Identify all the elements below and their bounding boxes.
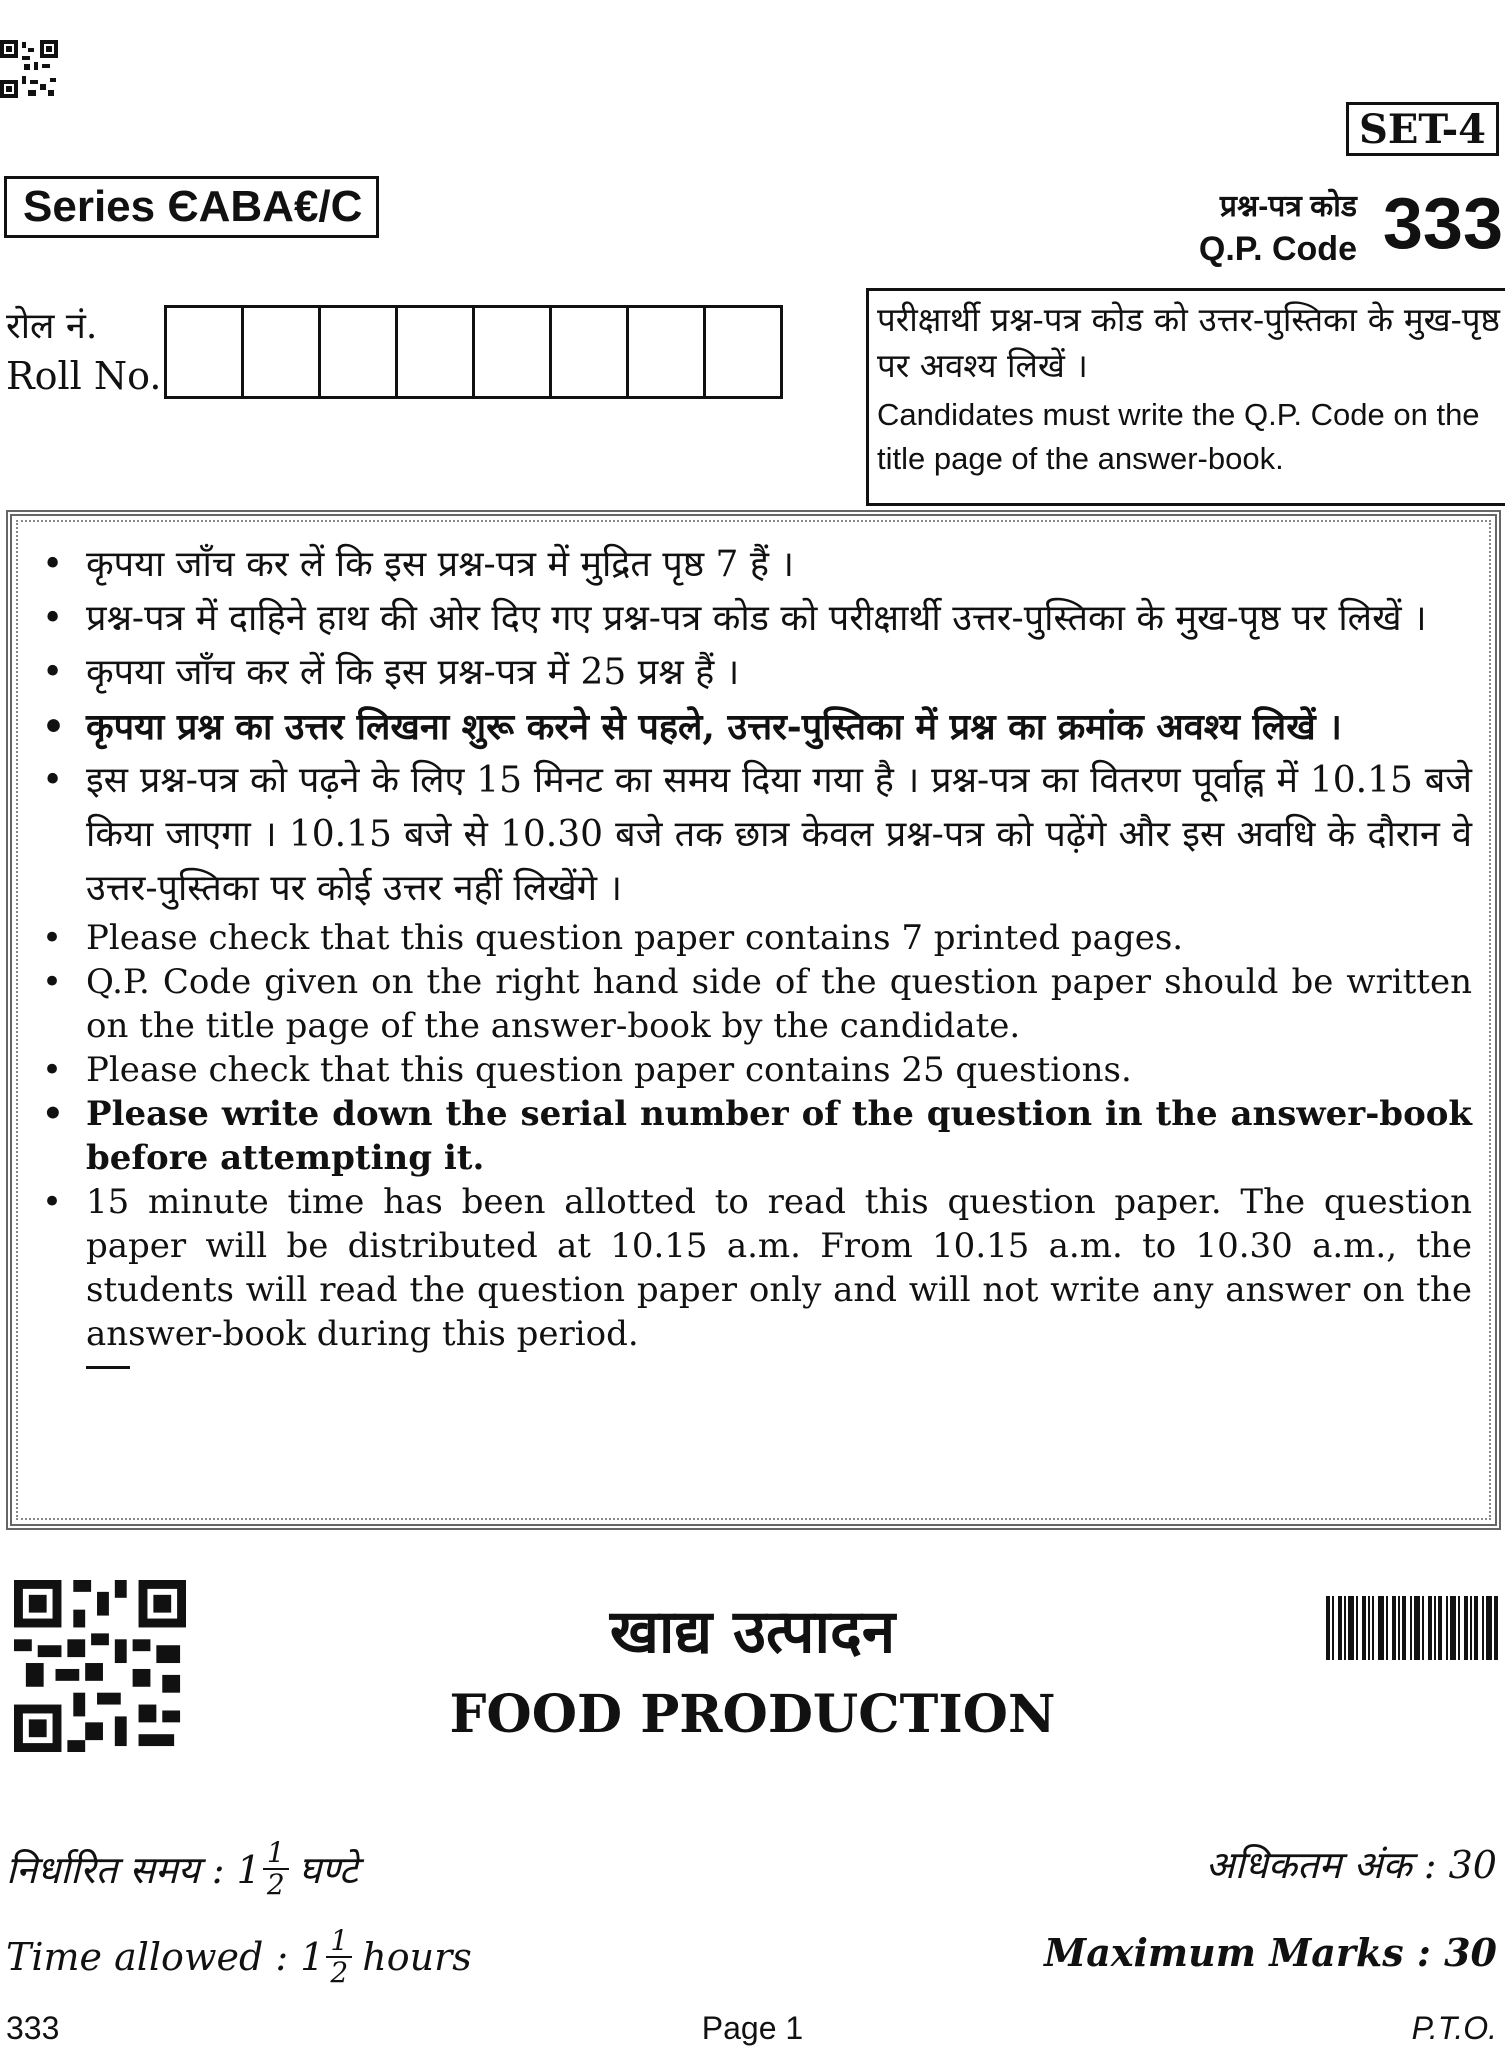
roll-number-label: Roll No. [6,354,162,398]
maximum-marks-hindi: अधिकतम अंक : 30 [1205,1843,1497,1887]
instruction-english-3: • Please check that this question paper contains 25 questions. [40,1048,1472,1092]
instructions-list [40,538,1472,1369]
fraction-denominator: 2 [266,1868,285,1901]
time-allowed-hindi-unit: घण्टे [298,1848,358,1892]
instructions-end-dash [86,1366,130,1369]
roll-number-box[interactable] [552,308,629,396]
instruction-english-5: • 15 minute time has been allotted to read this question paper. The question paper will be distributed at 10.15 a.m. From 10.15 a.m. to 10.30 a.m., the students will read the question paper only and will not write any answer on the answer-book during this period. [40,1180,1472,1356]
subject-title-hindi: खाद्य उत्पादन [609,1597,896,1667]
roll-number-box[interactable] [475,308,552,396]
time-allowed-hindi-label: निर्धारित समय : 1 [6,1848,261,1892]
roll-number-box[interactable] [706,308,780,396]
small-qr-code-icon [0,40,58,98]
roll-number-box[interactable] [321,308,398,396]
footer-code: 333 [6,2010,60,2046]
instruction-english-2: • Q.P. Code given on the right hand side of the question paper should be written on the title page of the answer-book by the candidate. [40,960,1472,1048]
qp-code-label: Q.P. Code [1198,230,1357,268]
time-allowed-hindi [6,1838,358,1900]
time-allowed [6,1926,472,1988]
half-fraction [263,1838,289,1900]
instruction-hindi-4: • कृपया प्रश्न का उत्तर लिखना शुरू करने से पहले, उत्तर-पुस्तिका में प्रश्न का क्रमांक अवश्य लिखें । [40,700,1472,754]
fraction-denominator: 2 [330,1956,349,1989]
footer-pto: P.T.O. [1411,2010,1497,2046]
time-allowed-label: Time allowed : 1 [6,1935,325,1979]
maximum-marks: Maximum Marks : 30 [1044,1930,1497,1975]
subject-title: FOOD PRODUCTION [449,1684,1056,1745]
roll-number-box[interactable] [398,308,475,396]
instruction-english-4: • Please write down the serial number of the question in the answer-book before attempting it. [40,1092,1472,1180]
instruction-hindi-2: • प्रश्न-पत्र में दाहिने हाथ की ओर दिए गए प्रश्न-पत्र कोड को परीक्षार्थी उत्तर-पुस्तिका के मुख-पृष्ठ पर लिखें । [40,592,1472,646]
instruction-english-1: • Please check that this question paper contains 7 printed pages. [40,916,1472,960]
roll-number-box[interactable] [244,308,321,396]
instruction-hindi-5: • इस प्रश्न-पत्र को पढ़ने के लिए 15 मिनट का समय दिया गया है । प्रश्न-पत्र का वितरण पूर्वाह्न में 10.15 बजे किया जाएगा । 10.15 बजे से 10.30 बजे तक छात्र केवल प्रश्न-पत्र को पढ़ेंगे और इस अवधि के दौरान वे उत्तर-पुस्तिका पर कोई उत्तर नहीं लिखेंगे । [40,754,1472,916]
qp-code-hindi-label: प्रश्न-पत्र कोड [1219,190,1357,223]
roll-number-hindi-label: रोल नं. [6,306,98,347]
notice-english-text: Candidates must write the Q.P. Code on the title page of the answer-book. [877,397,1480,476]
roll-number-boxes[interactable] [164,305,783,399]
qp-code-number: 333 [1382,184,1503,264]
notice-hindi-text: परीक्षार्थी प्रश्न-पत्र कोड को उत्तर-पुस्तिका के मुख-पृष्ठ पर अवश्य लिखें । [877,300,1500,385]
roll-number-box[interactable] [167,308,244,396]
footer-page-number: Page 1 [701,2010,804,2046]
instruction-hindi-3: • कृपया जाँच कर लें कि इस प्रश्न-पत्र में 25 प्रश्न हैं । [40,646,1472,700]
fraction-numerator: 1 [326,1926,352,1958]
half-fraction [326,1926,352,1988]
time-allowed-unit: hours [362,1935,472,1979]
roll-number-box[interactable] [629,308,706,396]
qp-code-notice-box [866,288,1505,506]
set-label: SET-4 [1346,102,1499,156]
fraction-numerator: 1 [263,1838,289,1870]
series-label: Series ЄABA€/C [4,176,379,238]
instruction-hindi-1: • कृपया जाँच कर लें कि इस प्रश्न-पत्र में मुद्रित पृष्ठ 7 हैं । [40,538,1472,592]
